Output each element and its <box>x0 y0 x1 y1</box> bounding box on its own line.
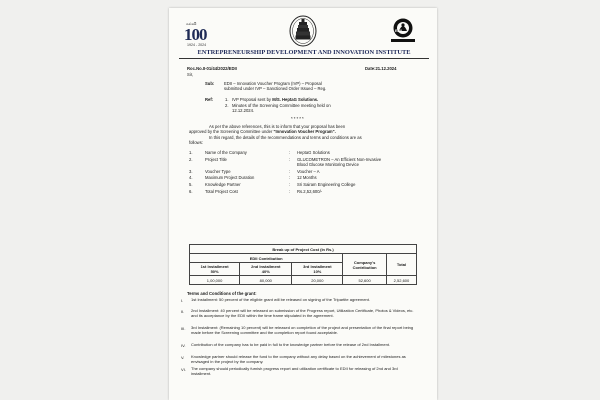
logo-number: 100 <box>184 25 207 44</box>
detail-num: 4. <box>189 175 193 180</box>
detail-label: Maximum Project Duration <box>205 175 255 180</box>
edii-contribution-header: EDII Contribution <box>190 254 343 263</box>
detail-num: 3. <box>189 169 193 174</box>
total-header: Total <box>386 254 416 276</box>
table-cell: 2,52,600 <box>386 276 416 285</box>
detail-value: GLUCOMETRON – An Efficient Non-Invasive <box>297 157 382 162</box>
para-1-line-2: approved by the Screening Committee under "Innovation Voucher Program". <box>189 129 336 134</box>
installment-3-header: 3rd Installment 10% <box>292 263 343 276</box>
detail-value: Sri Sairam Engineering College <box>297 182 356 187</box>
logo-years: 1924 - 2024 <box>187 43 207 47</box>
table-cell: 80,000 <box>240 276 292 285</box>
detail-label: Name of the Company <box>205 150 247 155</box>
installment-1-header: 1st Installment 50% <box>190 263 240 276</box>
table-row <box>190 276 417 285</box>
ref-2-number: 2. <box>225 103 229 108</box>
detail-value-continued: Blood Glucose Monitoring Device <box>297 162 359 167</box>
detail-value: Rs.2,52,600/- <box>297 189 323 194</box>
ref-1-number: 1. <box>225 97 229 102</box>
reference-number: Roc.No.II-01/44/2022/EDII <box>187 66 237 71</box>
table-cell: 20,000 <box>292 276 343 285</box>
term-text: The company should periodically furnish progress report and utilization certificate to EDII for releasing of 2nd and 3rd installment. <box>191 366 398 376</box>
subject-line-1: EDII – Innovation Voucher Program (IVP) – Proposal <box>224 81 322 86</box>
term-number: II. <box>181 309 185 314</box>
detail-label: Total Project Cost <box>205 189 238 194</box>
salutation: Sir, <box>187 72 194 77</box>
company-contribution-header: Company's Contribution <box>343 254 387 276</box>
detail-value: HeptaG Solutions <box>297 150 330 155</box>
ref-2-line-2: 12.12.2024. <box>232 108 255 113</box>
project-cost-table <box>189 244 417 285</box>
detail-label: Project Title <box>205 157 227 162</box>
term-number: IV. <box>181 343 186 348</box>
installment-2-header: 2nd Installment 40% <box>240 263 292 276</box>
para-2-line-2: follows: <box>189 140 203 145</box>
ref-2-line-1: Minutes of the Screening Committee meeting held on <box>232 103 331 108</box>
detail-num: 6. <box>189 189 193 194</box>
subject-label: Sub: <box>205 81 215 86</box>
term-number: VI. <box>181 367 186 372</box>
detail-colon: : <box>289 169 291 174</box>
institute-title: ENTREPRENEURSHIP DEVELOPMENT AND INNOVATION INSTITUTE <box>197 49 411 56</box>
detail-colon: : <box>289 189 291 194</box>
subject-line-2: submitted under IVP – Sanctioned Order Issued – Reg. <box>224 86 327 91</box>
detail-num: 5. <box>189 182 193 187</box>
state-emblem-icon <box>289 15 317 47</box>
detail-num: 1. <box>189 150 193 155</box>
term-text: 1st Installment: 50 percent of the eligible grant will be released on signing of the Tripartite agreement. <box>191 297 370 302</box>
para-1-line-1: As per the above references, this is to inform that your proposal has been <box>209 124 346 129</box>
table-cell: 1,00,000 <box>190 276 240 285</box>
table-cell: 52,600 <box>343 276 387 285</box>
para-2-line-1: In this regard, the details of the recommendations and terms and conditions are as <box>209 135 362 140</box>
centenary-logo <box>183 21 227 47</box>
term-text: Knowledge partner should release the fund to the company without any delay based on the achievement of milestones as envisaged in the project by the company. <box>191 354 406 364</box>
letter-page <box>169 8 437 400</box>
header-divider <box>179 58 429 59</box>
table-title: Break up of Project Cost (In Rs.) <box>190 245 417 254</box>
logo-tamil-text: கல்வி <box>186 21 197 26</box>
edii-logo-icon <box>387 17 419 45</box>
ref-label: Ref: <box>205 97 214 102</box>
term-number: I. <box>181 298 184 303</box>
detail-colon: : <box>289 182 291 187</box>
detail-label: Knowledge Partner <box>205 182 241 187</box>
detail-colon: : <box>289 150 291 155</box>
detail-label: Voucher Type <box>205 169 231 174</box>
detail-value: 12 Months <box>297 175 317 180</box>
separator-stars: ***** <box>291 116 305 121</box>
term-number: III. <box>181 326 186 331</box>
term-number: V. <box>181 355 185 360</box>
term-text: Contribution of the company has to be paid in full to the knowledge partner before the release of 2nd Installment. <box>191 342 391 347</box>
detail-value: Voucher – A <box>297 169 320 174</box>
term-text: 2nd Installment: 40 percent will be released on submission of the Progress report, Utilization Certificate, Photos & Videos, etc. and its acceptance by the EDII within the time frame stipulated in the agreement. <box>191 308 414 318</box>
detail-num: 2. <box>189 157 193 162</box>
detail-colon: : <box>289 175 291 180</box>
ref-1-text: IVP Proposal sent by M/S. HeptaG Solutions. <box>232 97 319 102</box>
letter-date: Date:21.12.2024 <box>365 66 397 71</box>
terms-heading: Terms and Conditions of the grant: <box>187 291 257 296</box>
term-text: 3rd Installment: (Remaining 10 percent) will be released on completion of the project and presentation of the final report being made before the Screening committee and the completion report found acceptable. <box>191 325 414 335</box>
edii-logo-label: EDII <box>395 29 402 33</box>
detail-colon: : <box>289 157 291 162</box>
